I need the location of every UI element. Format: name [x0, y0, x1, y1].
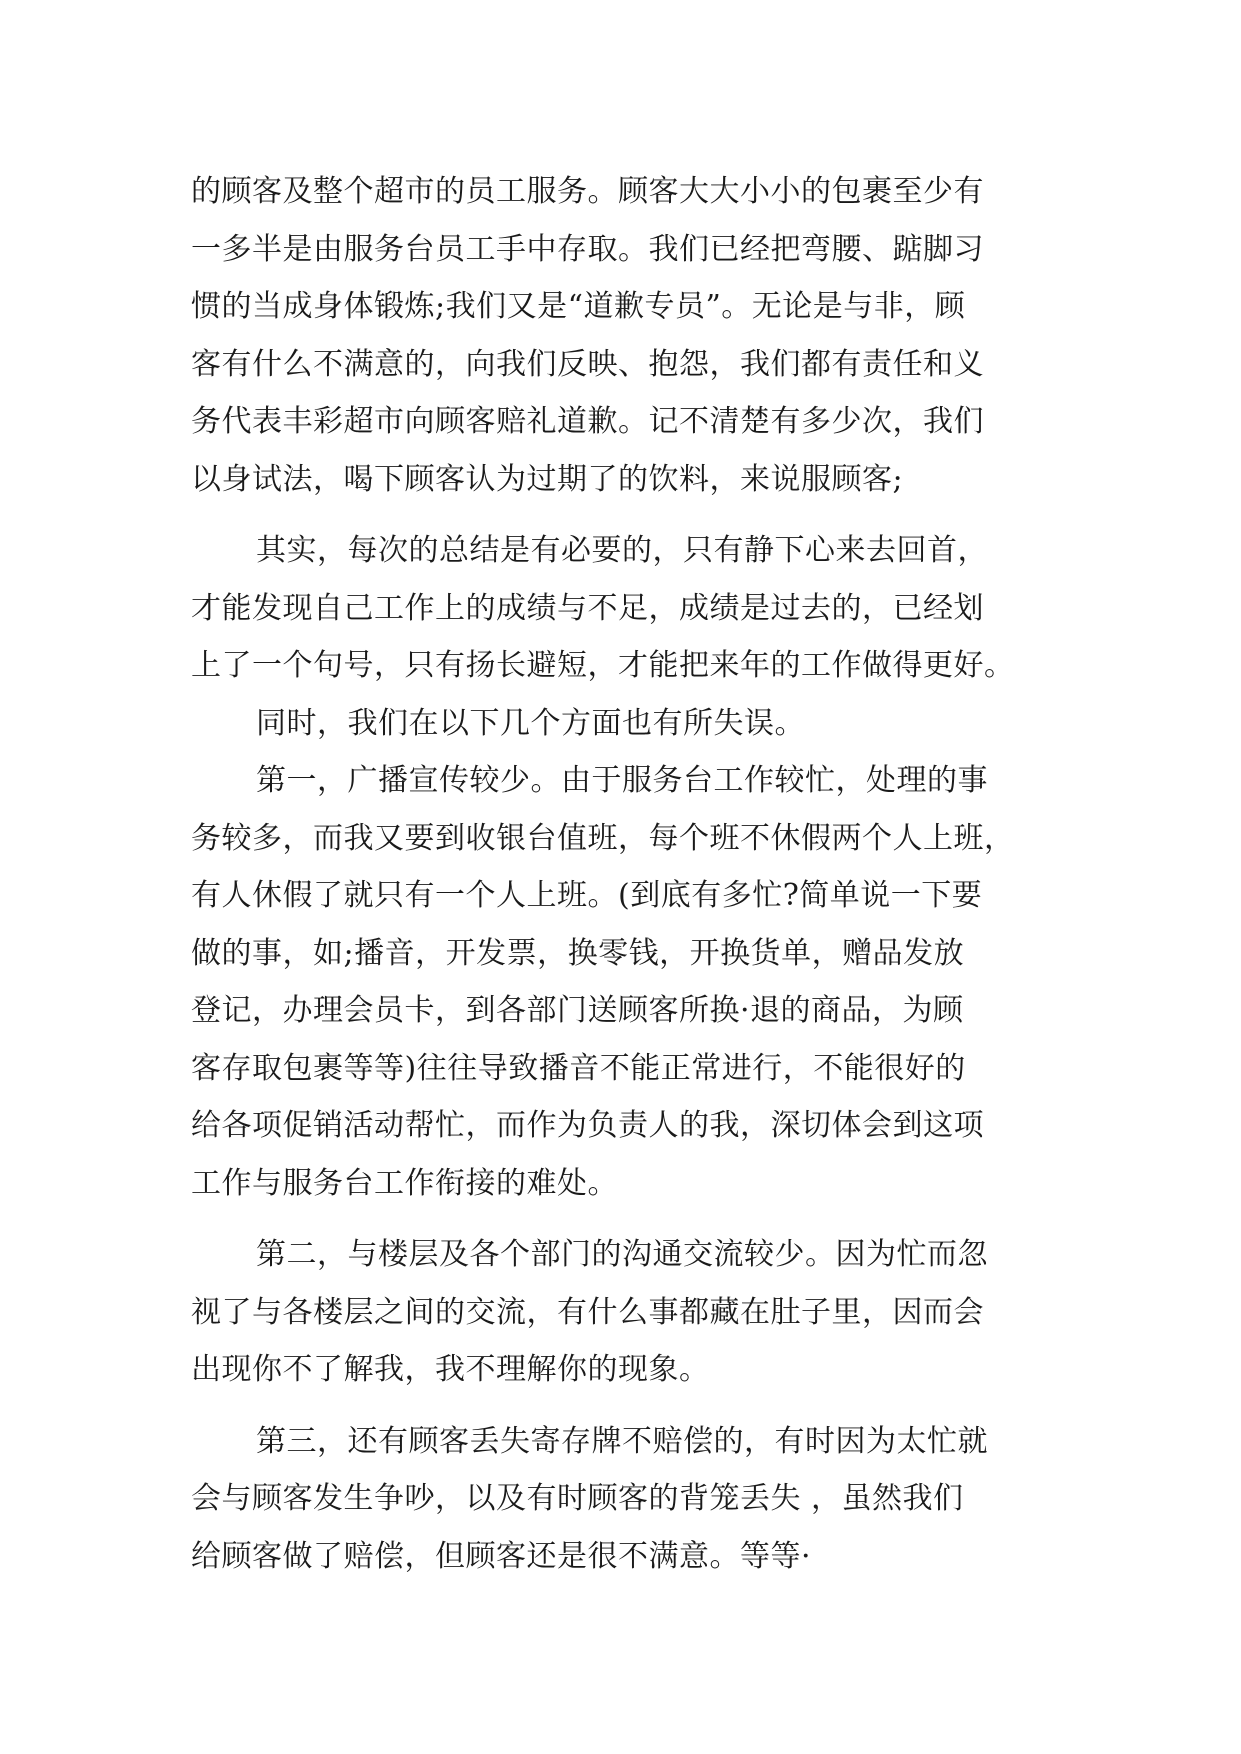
paragraph-gap [191, 508, 1071, 522]
paragraph-gap [191, 1399, 1071, 1413]
paragraph-gap [191, 1212, 1071, 1226]
text-line: 登记，办理会员卡，到各部门送顾客所换·退的商品，为顾 [191, 993, 964, 1028]
text-line: 视了与各楼层之间的交流，有什么事都藏在肚子里，因而会 [191, 1294, 984, 1330]
text-line: 上了一个句号，只有扬长避短，才能把来年的工作做得更好。 [191, 648, 1015, 683]
text-line: 第二，与楼层及各个部门的沟通交流较少。因为忙而忽 [256, 1237, 988, 1272]
text-line: 务较多，而我又要到收银台值班，每个班不休假两个人上班， [191, 820, 1015, 856]
text-line: 同时，我们在以下几个方面也有所失误。 [256, 705, 805, 741]
text-line: 以身试法，喝下顾客认为过期了的饮料，来说服顾客; [191, 461, 904, 497]
text-line: 客存取包裹等等)往往导致播音不能正常进行，不能很好的 [191, 1050, 966, 1086]
text-line: 一多半是由服务台员工手中存取。我们已经把弯腰、踮脚习 [191, 231, 984, 267]
text-line: 工作与服务台工作衔接的难处。 [191, 1165, 618, 1201]
text-line: 有人休假了就只有一个人上班。(到底有多忙?简单说一下要 [191, 878, 983, 913]
text-line: 务代表丰彩超市向顾客赔礼道歉。记不清楚有多少次，我们 [191, 404, 984, 439]
text-line: 做的事，如;播音，开发票，换零钱，开换货单，赠品发放 [191, 935, 965, 971]
text-line: 其实，每次的总结是有必要的，只有静下心来去回首， [256, 533, 988, 568]
text-line: 第一，广播宣传较少。由于服务台工作较忙，处理的事 [256, 763, 988, 798]
text-line: 客有什么不满意的，向我们反映、抱怨，我们都有责任和义 [191, 346, 984, 382]
text-line: 惯的当成身体锻炼;我们又是“道歉专员”。无论是与非，顾 [191, 289, 966, 324]
text-line: 的顾客及整个超市的员工服务。顾客大大小小的包裹至少有 [191, 174, 984, 209]
text-line: 第三，还有顾客丢失寄存牌不赔偿的，有时因为太忙就 [256, 1423, 988, 1459]
text-line: 给各项促销活动帮忙，而作为负责人的我，深切体会到这项 [191, 1108, 984, 1143]
document-body [191, 163, 1071, 1585]
text-line: 给顾客做了赔偿，但顾客还是很不满意。等等· [191, 1538, 812, 1574]
text-line: 才能发现自己工作上的成绩与不足，成绩是过去的，已经划 [191, 590, 984, 626]
text-line: 会与顾客发生争吵，以及有时顾客的背笼丢失 ，虽然我们 [191, 1481, 964, 1516]
text-line: 出现你不了解我，我不理解你的现象。 [191, 1352, 710, 1387]
